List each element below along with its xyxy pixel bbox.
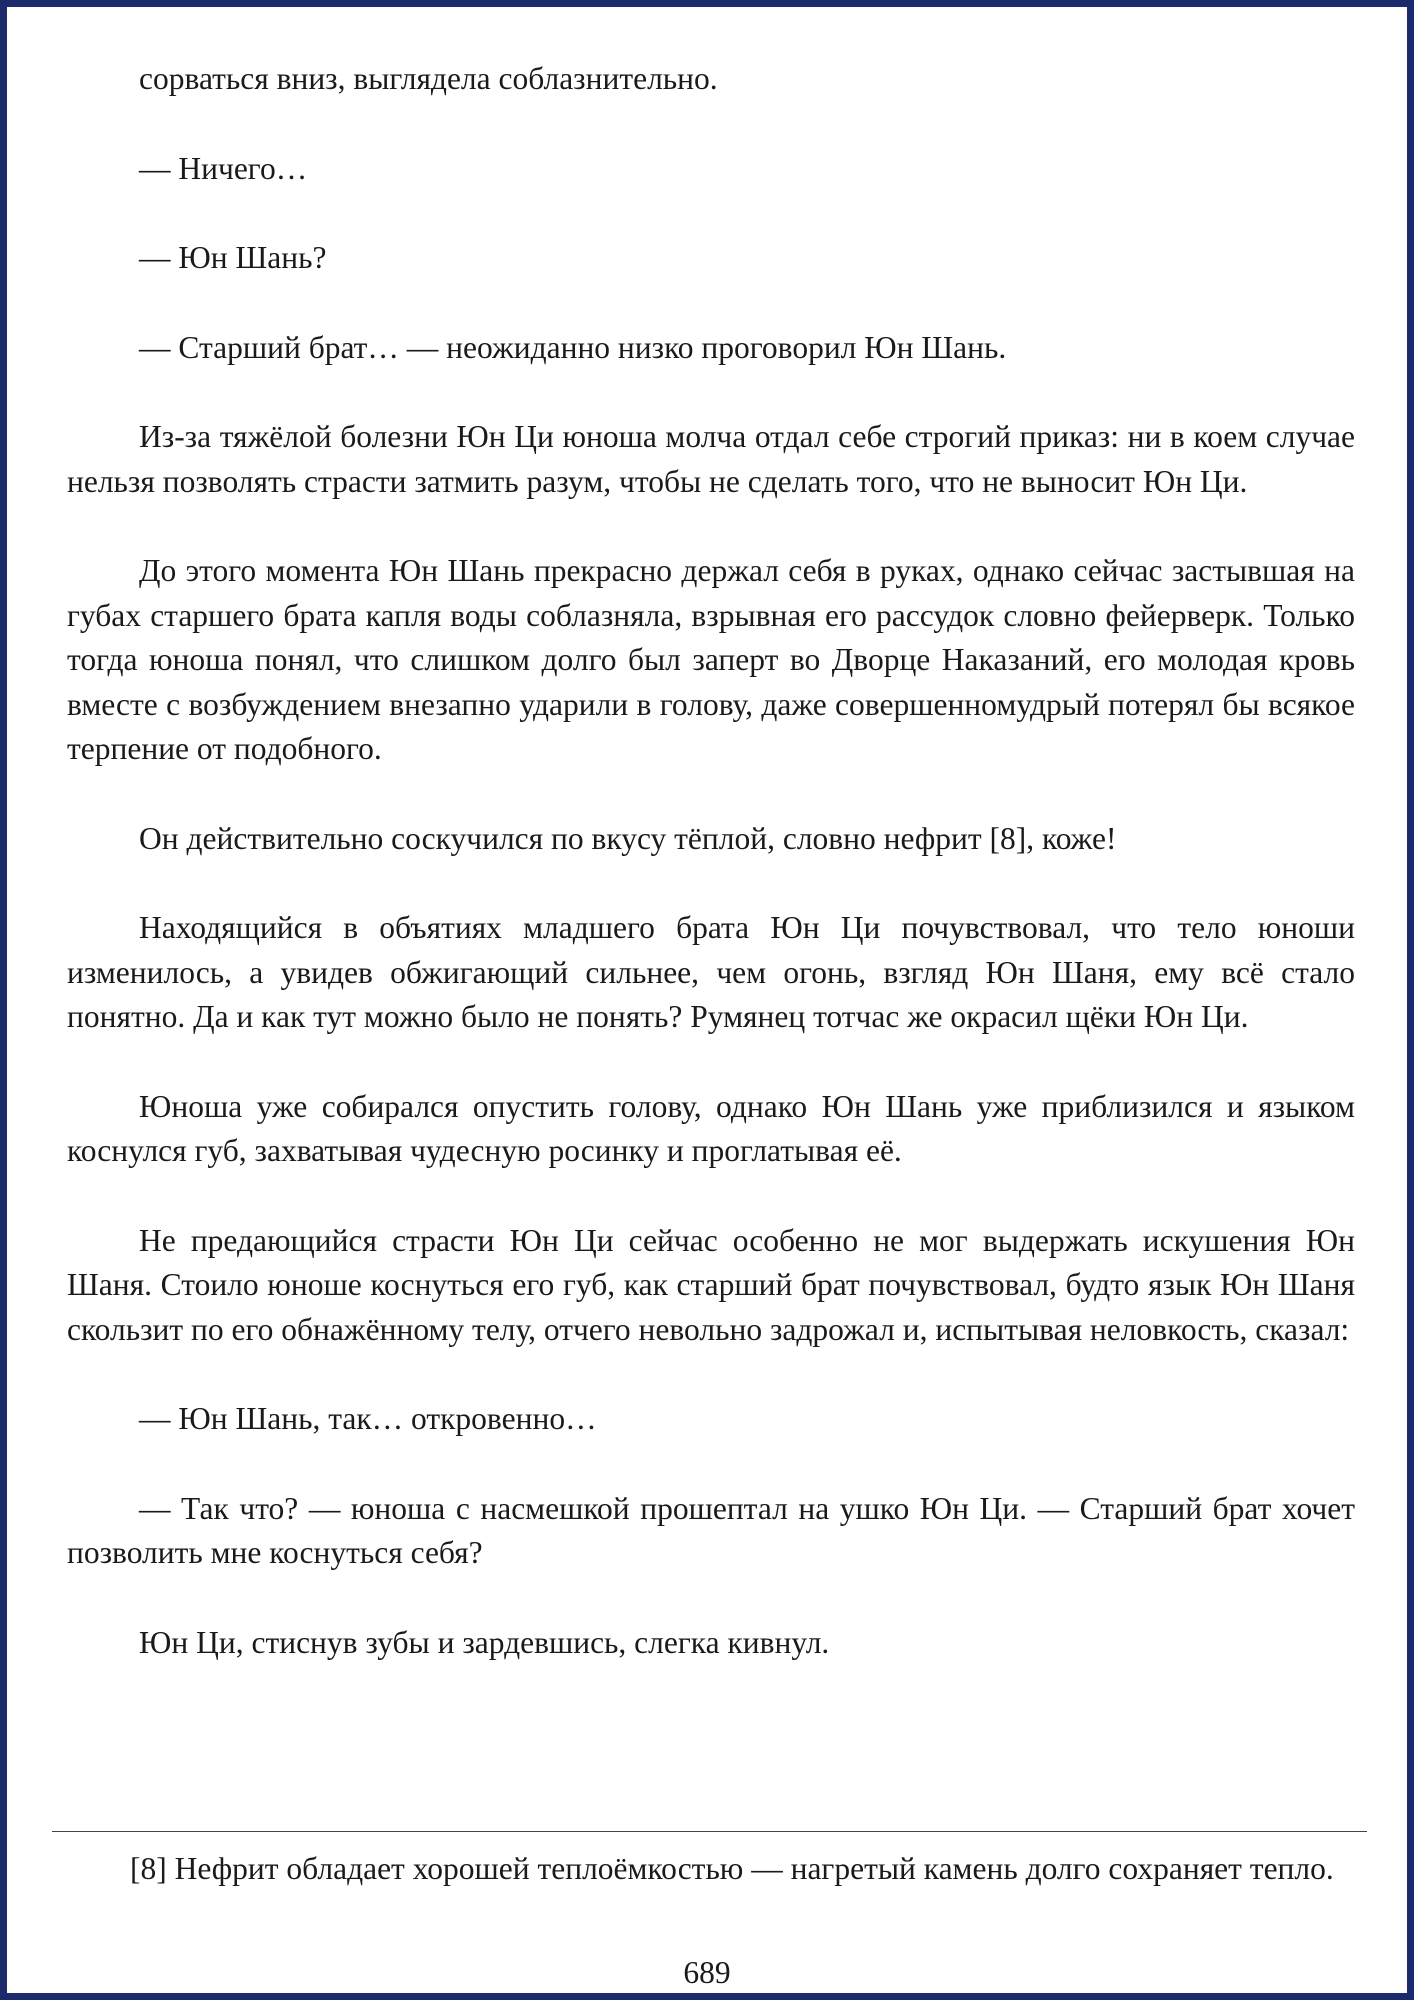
paragraph-11: — Юн Шань, так… откровенно… bbox=[139, 1401, 597, 1436]
paragraph-3: — Юн Шань? bbox=[139, 240, 327, 275]
page-number: 689 bbox=[683, 1955, 731, 1990]
paragraph-8: Находящийся в объятиях младшего брата Юн Ци почувствовал, что тело юноши изменилось, а увидев обжигающий сильнее, чем огонь, взгляд Юн Шаня, ему всё стало понятно. Да и как тут можно было не понять? Румянец тотчас же окрасил щёки Юн Ци. bbox=[67, 910, 1355, 1034]
paragraph-12: — Так что? — юноша с насмешкой прошептал на ушко Юн Ци. — Старший брат хочет позволить мне коснуться себя? bbox=[67, 1490, 1355, 1570]
footnote: [8] Нефрит обладает хорошей теплоёмкостью — нагретый камень долго сохраняет тепло. bbox=[130, 1851, 1334, 1886]
body-text bbox=[67, 57, 1355, 1665]
paragraph-5: Из-за тяжёлой болезни Юн Ци юноша молча отдал себе строгий приказ: ни в коем случае нельзя позволять страсти затмить разум, чтобы не сделать того, что не выносит Юн Ци. bbox=[67, 419, 1355, 499]
paragraph-7: Он действительно соскучился по вкусу тёплой, словно нефрит [8], коже! bbox=[139, 820, 1117, 856]
paragraph-10: Не предающийся страсти Юн Ци сейчас особенно не мог выдержать искушения Юн Шаня. Стоило юноше коснуться его губ, как старший брат почувствовал, будто язык Юн Шаня скользит по его обнажённому телу, отчего невольно задрожал и, испытывая неловкость, сказал: bbox=[67, 1222, 1355, 1347]
footnote-divider bbox=[52, 1831, 1367, 1832]
paragraph-9: Юноша уже собирался опустить голову, однако Юн Шань уже приблизился и языком коснулся губ, захватывая чудесную росинку и проглатывая её. bbox=[67, 1088, 1355, 1168]
paragraph-2: — Ничего… bbox=[139, 150, 308, 186]
paragraph-13: Юн Ци, стиснув зубы и зардевшись, слегка кивнул. bbox=[139, 1624, 830, 1660]
paragraph-4: — Старший брат… — неожиданно низко проговорил Юн Шань. bbox=[139, 329, 1007, 365]
paragraph-1: сорваться вниз, выглядела соблазнительно. bbox=[139, 61, 718, 96]
paragraph-6: До этого момента Юн Шань прекрасно держал себя в руках, однако сейчас застывшая на губах старшего брата капля воды соблазняла, взрывная его рассудок словно фейерверк. Только тогда юноша понял, что слишком долго был заперт во Дворце Наказаний, его молодая кровь вместе с возбуждением внезапно ударили в голову, даже совершенномудрый потерял бы всякое терпение от подобного. bbox=[67, 553, 1355, 766]
